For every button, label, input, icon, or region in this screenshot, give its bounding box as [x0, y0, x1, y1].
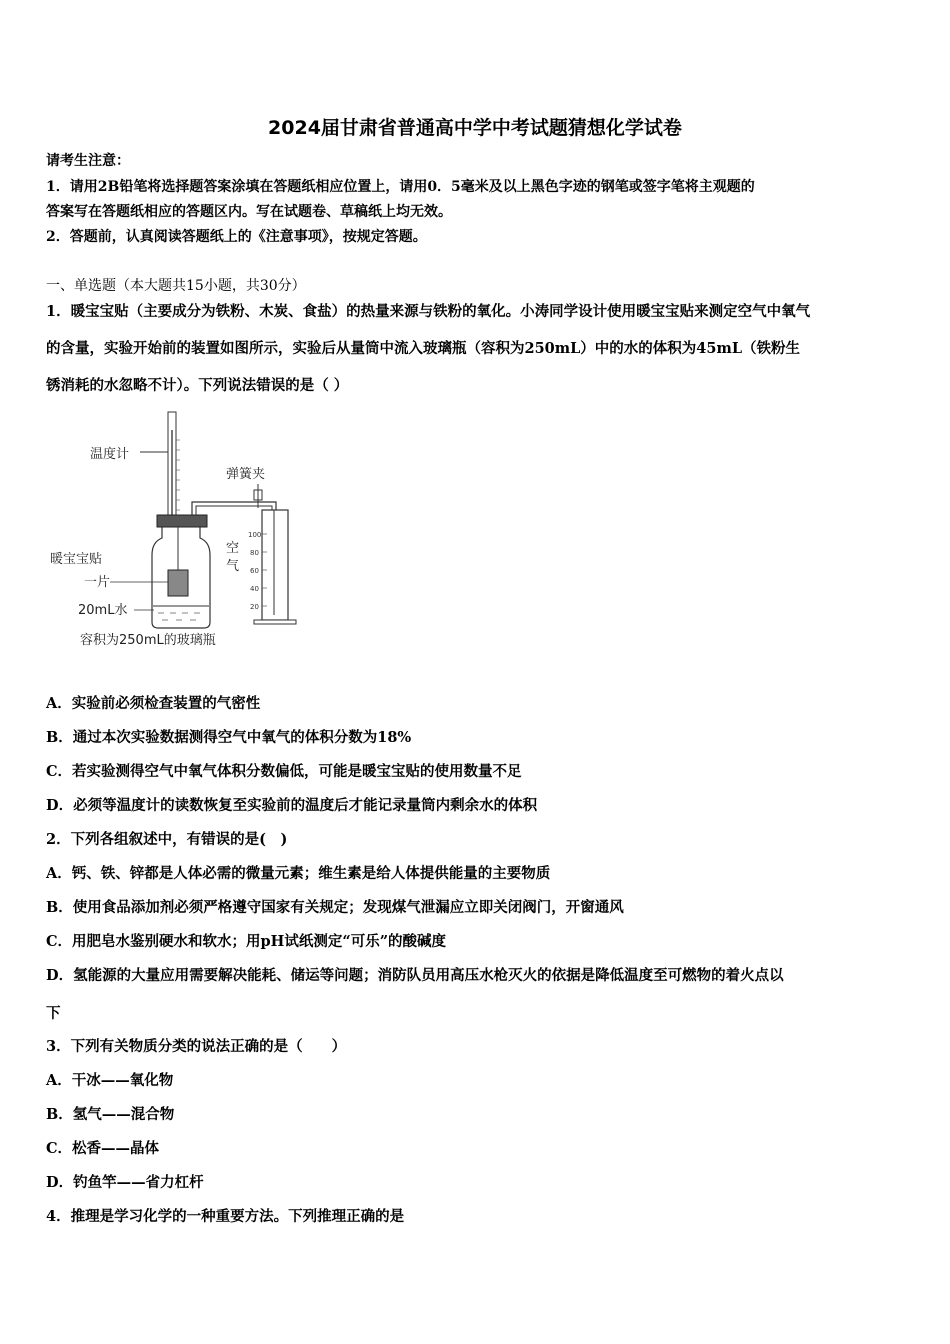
q2-option-c: C．用肥皂水鉴别硬水和软水；用pH试纸测定“可乐”的酸碱度: [46, 933, 447, 950]
label-air-1: 空: [226, 541, 240, 556]
q1-stem-line-3: 锈消耗的水忽略不计）。下列说法错误的是（ ）: [46, 377, 349, 394]
q3-option-b: B．氢气——混合物: [46, 1106, 175, 1123]
scale-label-4: 40: [250, 585, 259, 593]
q2-stem: 2．下列各组叙述中，有错误的是( ): [46, 831, 288, 848]
bottle-stopper: [157, 515, 207, 527]
label-pack-line-1: 暖宝宝贴: [50, 552, 103, 567]
q1-option-a: A．实验前必须检查装置的气密性: [46, 695, 261, 712]
q3-option-c: C．松香——晶体: [46, 1140, 160, 1157]
scale-label-3: 60: [250, 567, 259, 575]
label-air-2: 气: [226, 559, 240, 574]
q1-option-d: D．必须等温度计的读数恢复至实验前的温度后才能记录量筒内剩余水的体积: [46, 797, 538, 814]
section-heading: 一、单选题（本大题共15小题，共30分）: [46, 278, 306, 294]
q3-option-d: D．钓鱼竿——省力杠杆: [46, 1174, 204, 1191]
notice-item-1-line-1: 1．请用2B铅笔将选择题答案涂填在答题纸相应位置上，请用0．5毫米及以上黑色字迹的钢笔或签字笔将主观题的: [46, 179, 755, 195]
q1-option-b: B．通过本次实验数据测得空气中氧气的体积分数为18%: [46, 729, 412, 746]
label-pack-line-2: 一片: [84, 575, 111, 590]
q3-option-a: A．干冰——氧化物: [46, 1072, 174, 1089]
q2-option-a: A．钙、铁、锌都是人体必需的微量元素；维生素是给人体提供能量的主要物质: [46, 865, 551, 882]
q4-stem: 4．推理是学习化学的一种重要方法。下列推理正确的是: [46, 1208, 405, 1225]
q2-option-d-line-2: 下: [46, 1005, 61, 1022]
notice-item-2: 2．答题前，认真阅读答题纸上的《注意事项》，按规定答题。: [46, 229, 427, 245]
scale-label-2: 80: [250, 549, 259, 557]
scale-label-5: 20: [250, 603, 259, 611]
label-bottle: 容积为250mL的玻璃瓶: [80, 633, 216, 648]
scale-label-1: 100: [248, 531, 262, 539]
label-clamp: 弹簧夹: [226, 467, 266, 482]
q3-stem: 3．下列有关物质分类的说法正确的是（ ）: [46, 1038, 347, 1055]
notice-heading: 请考生注意：: [46, 153, 130, 169]
q2-option-b: B．使用食品添加剂必须严格遵守国家有关规定；发现煤气泄漏应立即关闭阀门，开窗通风: [46, 899, 624, 916]
q1-option-c: C．若实验测得空气中氧气体积分数偏低，可能是暖宝宝贴的使用数量不足: [46, 763, 522, 780]
q1-stem-line-1: 1．暖宝宝贴（主要成分为铁粉、木炭、食盐）的热量来源与铁粉的氧化。小涛同学设计使用暖宝宝贴来测定空气中氧气: [46, 303, 811, 320]
label-thermometer: 温度计: [90, 447, 130, 462]
q2-option-d-line-1: D．氢能源的大量应用需要解决能耗、储运等问题；消防队员用高压水枪灭火的依据是降低温度至可燃物的着火点以: [46, 967, 784, 984]
hand-warmer-shape: [168, 570, 188, 596]
q1-stem-line-2: 的含量，实验开始前的装置如图所示，实验后从量筒中流入玻璃瓶（容积为250mL）中的水的体积为45mL（铁粉生: [46, 340, 801, 357]
apparatus-figure: [44, 410, 334, 660]
label-water: 20mL水: [78, 603, 128, 618]
notice-item-1-line-2: 答案写在答题纸相应的答题区内。写在试题卷、草稿纸上均无效。: [46, 204, 452, 220]
page-title: 2024届甘肃省普通高中学中考试题猜想化学试卷: [268, 117, 682, 139]
graduated-cylinder-shape: [262, 510, 288, 620]
